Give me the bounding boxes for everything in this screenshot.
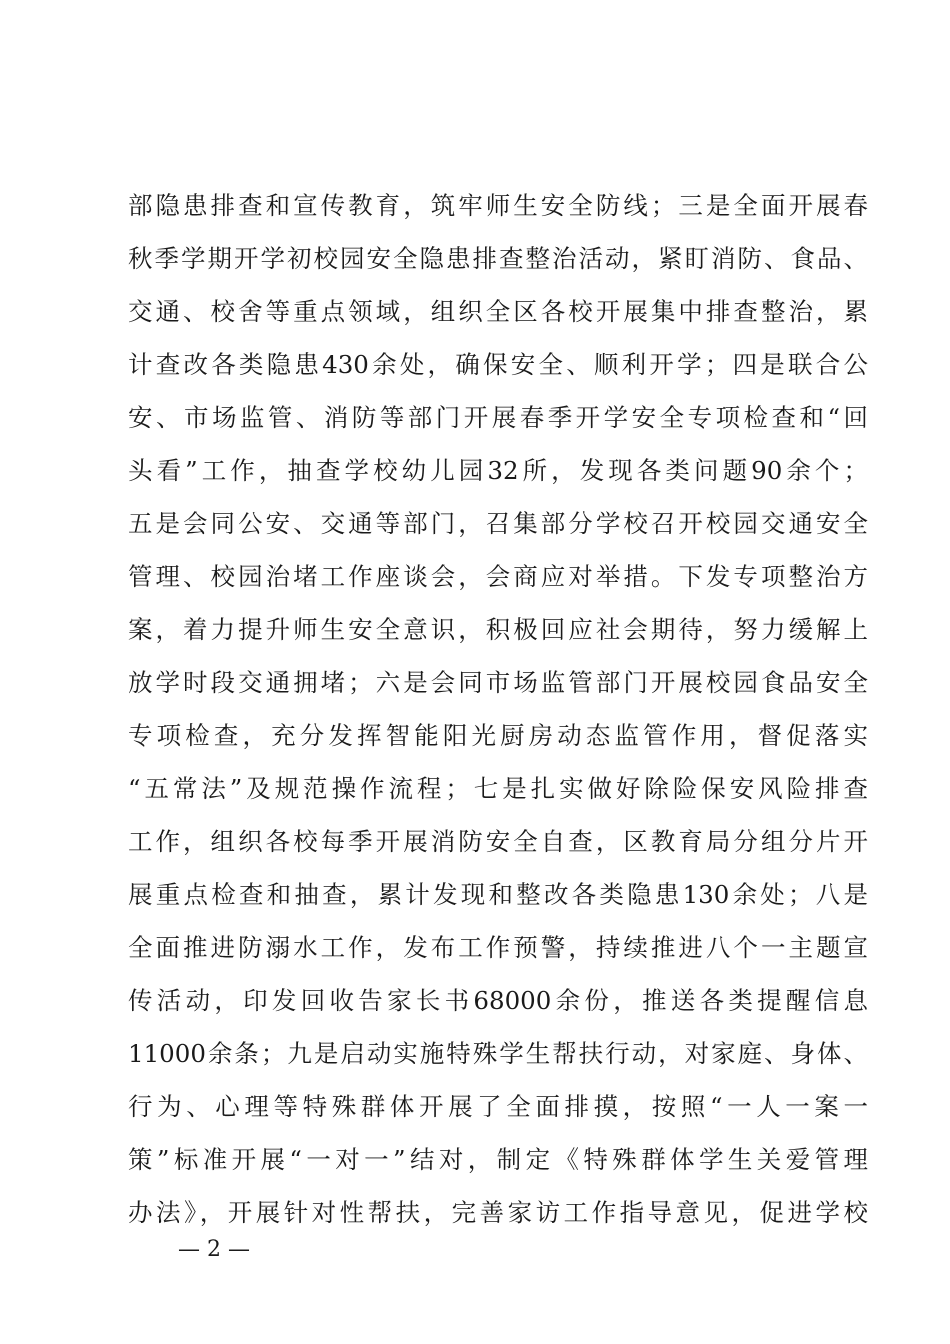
text-line: 安、市场监管、消防等部门开展春季开学安全专项检查和“回 — [128, 403, 868, 432]
text-line: 秋季学期开学初校园安全隐患排查整治活动，紧盯消防、食品、 — [128, 244, 868, 273]
text-line: “五常法”及规范操作流程；七是扎实做好除险保安风险排查 — [128, 774, 868, 803]
text-line: 策”标准开展“一对一”结对，制定《特殊群体学生关爱管理 — [128, 1145, 868, 1174]
text-line: 工作，组织各校每季开展消防安全自查，区教育局分组分片开 — [128, 827, 868, 856]
text-line: 行为、心理等特殊群体开展了全面排摸，按照“一人一案一 — [128, 1092, 868, 1121]
body-paragraph — [128, 179, 868, 1239]
text-line: 头看”工作，抽查学校幼儿园32所，发现各类问题90余个； — [128, 456, 868, 485]
text-line: 管理、校园治堵工作座谈会，会商应对举措。下发专项整治方 — [128, 562, 868, 591]
text-line: 案，着力提升师生安全意识，积极回应社会期待，努力缓解上 — [128, 615, 868, 644]
text-line: 放学时段交通拥堵；六是会同市场监管部门开展校园食品安全 — [128, 668, 868, 697]
text-line: 全面推进防溺水工作，发布工作预警，持续推进八个一主题宣 — [128, 933, 868, 962]
text-line: 专项检查，充分发挥智能阳光厨房动态监管作用，督促落实 — [128, 721, 868, 750]
text-line: 传活动，印发回收告家长书68000余份，推送各类提醒信息 — [128, 986, 868, 1015]
text-line: 交通、校舍等重点领域，组织全区各校开展集中排查整治，累 — [128, 297, 868, 326]
text-line: 计查改各类隐患430余处，确保安全、顺利开学；四是联合公 — [128, 350, 868, 379]
text-line: 展重点检查和抽查，累计发现和整改各类隐患130余处；八是 — [128, 880, 868, 909]
text-line: 五是会同公安、交通等部门，召集部分学校召开校园交通安全 — [128, 509, 868, 538]
page-number: — 2 — — [178, 1237, 250, 1262]
text-line: 办法》，开展针对性帮扶，完善家访工作指导意见，促进学校 — [128, 1198, 868, 1227]
text-line: 部隐患排查和宣传教育，筑牢师生安全防线；三是全面开展春 — [128, 191, 868, 220]
text-line: 11000余条；九是启动实施特殊学生帮扶行动，对家庭、身体、 — [128, 1039, 868, 1068]
